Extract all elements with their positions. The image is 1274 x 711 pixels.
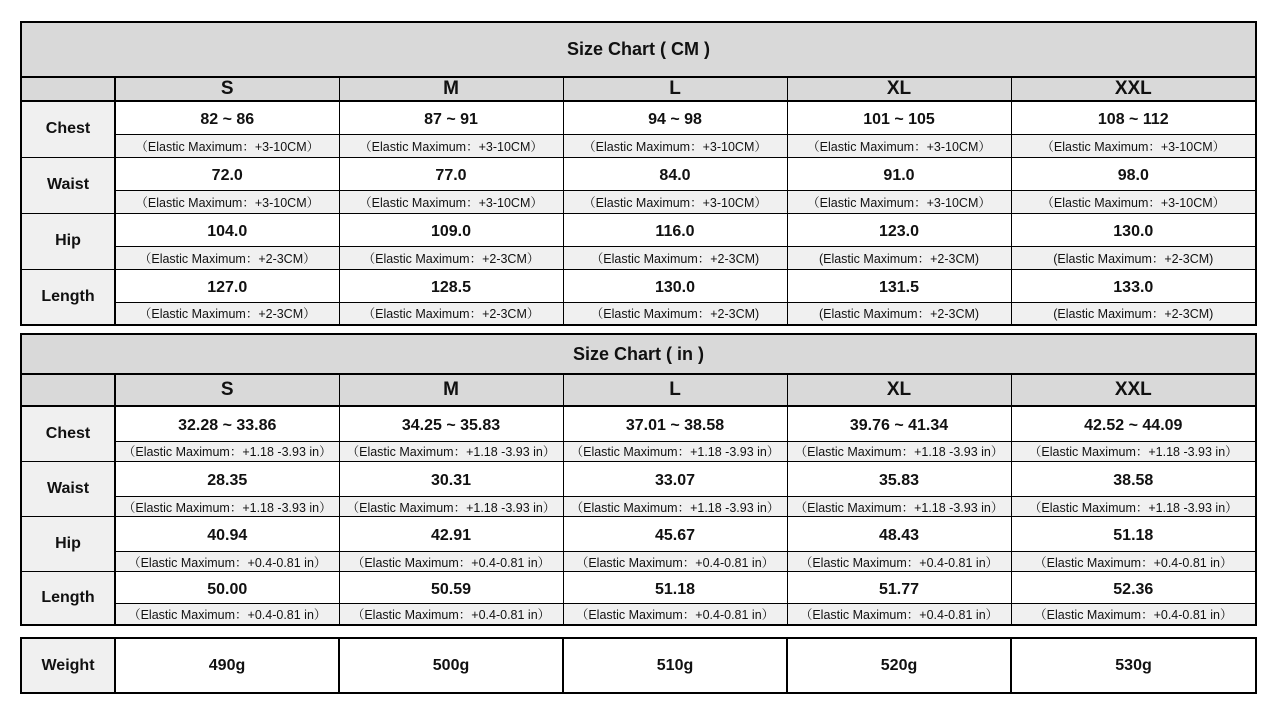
in-table-title: Size Chart ( in ) — [21, 334, 1256, 374]
header-corner — [21, 374, 115, 406]
elastic-note: （Elastic Maximum：+3-10CM） — [563, 134, 787, 157]
value-cell: 30.31 — [339, 461, 563, 496]
row-label-waist: Waist — [21, 461, 115, 516]
elastic-note: （Elastic Maximum：+0.4-0.81 in） — [115, 552, 339, 572]
size-chart-in-table — [20, 333, 1257, 626]
elastic-note: （Elastic Maximum：+3-10CM） — [1011, 134, 1256, 157]
elastic-note: （Elastic Maximum：+0.4-0.81 in） — [563, 604, 787, 625]
value-cell: 38.58 — [1011, 461, 1256, 496]
value-cell: 87 ~ 91 — [339, 101, 563, 134]
table-row — [21, 572, 1256, 604]
table-note-row — [21, 497, 1256, 517]
elastic-note: （Elastic Maximum：+1.18 -3.93 in） — [115, 497, 339, 517]
table-note-row — [21, 190, 1256, 213]
value-cell: 40.94 — [115, 517, 339, 552]
table-note-row — [21, 134, 1256, 157]
elastic-note: （Elastic Maximum：+1.18 -3.93 in） — [339, 441, 563, 461]
elastic-note: （Elastic Maximum：+3-10CM） — [339, 134, 563, 157]
value-cell: 28.35 — [115, 461, 339, 496]
table-note-row — [21, 441, 1256, 461]
value-cell: 32.28 ~ 33.86 — [115, 406, 339, 441]
elastic-note: （Elastic Maximum：+3-10CM） — [115, 134, 339, 157]
value-cell: 39.76 ~ 41.34 — [787, 406, 1011, 441]
table-note-row — [21, 302, 1256, 325]
elastic-note: （Elastic Maximum：+1.18 -3.93 in） — [787, 497, 1011, 517]
value-cell: 133.0 — [1011, 269, 1256, 302]
value-cell: 82 ~ 86 — [115, 101, 339, 134]
value-cell: 51.77 — [787, 572, 1011, 604]
table-row — [21, 406, 1256, 441]
value-cell: 50.00 — [115, 572, 339, 604]
elastic-note: （Elastic Maximum：+3-10CM） — [339, 190, 563, 213]
table-note-row — [21, 246, 1256, 269]
elastic-note: （Elastic Maximum：+2-3CM） — [339, 302, 563, 325]
table-row — [21, 157, 1256, 190]
table-note-row — [21, 604, 1256, 625]
value-cell: 128.5 — [339, 269, 563, 302]
header-size-xl: XL — [787, 374, 1011, 406]
elastic-note: （Elastic Maximum：+3-10CM） — [563, 190, 787, 213]
table-row — [21, 269, 1256, 302]
row-label-waist: Waist — [21, 157, 115, 213]
row-label-chest: Chest — [21, 406, 115, 461]
value-cell: 131.5 — [787, 269, 1011, 302]
header-size-xl: XL — [787, 77, 1011, 101]
header-size-xxl: XXL — [1011, 374, 1256, 406]
elastic-note: （Elastic Maximum：+0.4-0.81 in） — [563, 552, 787, 572]
elastic-note: （Elastic Maximum：+1.18 -3.93 in） — [563, 497, 787, 517]
weight-cell-s: 490g — [115, 638, 339, 693]
elastic-note: （Elastic Maximum：+2-3CM) — [563, 246, 787, 269]
elastic-note: （Elastic Maximum：+3-10CM） — [115, 190, 339, 213]
weight-row — [21, 638, 1256, 693]
elastic-note: （Elastic Maximum：+2-3CM） — [339, 246, 563, 269]
elastic-note: (Elastic Maximum：+2-3CM) — [787, 246, 1011, 269]
header-size-m: M — [339, 374, 563, 406]
value-cell: 51.18 — [1011, 517, 1256, 552]
header-size-s: S — [115, 77, 339, 101]
value-cell: 84.0 — [563, 157, 787, 190]
table-row — [21, 213, 1256, 246]
value-cell: 130.0 — [1011, 213, 1256, 246]
value-cell: 37.01 ~ 38.58 — [563, 406, 787, 441]
value-cell: 127.0 — [115, 269, 339, 302]
elastic-note: （Elastic Maximum：+1.18 -3.93 in） — [1011, 441, 1256, 461]
value-cell: 51.18 — [563, 572, 787, 604]
row-label-weight: Weight — [21, 638, 115, 693]
header-size-l: L — [563, 374, 787, 406]
value-cell: 50.59 — [339, 572, 563, 604]
value-cell: 116.0 — [563, 213, 787, 246]
value-cell: 104.0 — [115, 213, 339, 246]
elastic-note: （Elastic Maximum：+0.4-0.81 in） — [339, 552, 563, 572]
row-label-hip: Hip — [21, 213, 115, 269]
value-cell: 123.0 — [787, 213, 1011, 246]
elastic-note: （Elastic Maximum：+0.4-0.81 in） — [787, 604, 1011, 625]
row-label-length: Length — [21, 572, 115, 625]
header-size-m: M — [339, 77, 563, 101]
value-cell: 35.83 — [787, 461, 1011, 496]
elastic-note: (Elastic Maximum：+2-3CM) — [1011, 246, 1256, 269]
cm-table-title: Size Chart ( CM ) — [21, 22, 1256, 77]
table-row — [21, 101, 1256, 134]
elastic-note: (Elastic Maximum：+2-3CM) — [1011, 302, 1256, 325]
header-corner — [21, 77, 115, 101]
elastic-note: （Elastic Maximum：+1.18 -3.93 in） — [115, 441, 339, 461]
row-label-chest: Chest — [21, 101, 115, 157]
weight-cell-xxl: 530g — [1011, 638, 1256, 693]
elastic-note: （Elastic Maximum：+0.4-0.81 in） — [1011, 604, 1256, 625]
row-label-length: Length — [21, 269, 115, 325]
row-label-hip: Hip — [21, 517, 115, 572]
value-cell: 45.67 — [563, 517, 787, 552]
weight-cell-l: 510g — [563, 638, 787, 693]
elastic-note: (Elastic Maximum：+2-3CM) — [787, 302, 1011, 325]
table-row — [21, 461, 1256, 496]
elastic-note: （Elastic Maximum：+2-3CM） — [115, 246, 339, 269]
elastic-note: （Elastic Maximum：+2-3CM） — [115, 302, 339, 325]
value-cell: 98.0 — [1011, 157, 1256, 190]
header-size-s: S — [115, 374, 339, 406]
value-cell: 48.43 — [787, 517, 1011, 552]
value-cell: 42.52 ~ 44.09 — [1011, 406, 1256, 441]
elastic-note: （Elastic Maximum：+2-3CM) — [563, 302, 787, 325]
value-cell: 33.07 — [563, 461, 787, 496]
elastic-note: （Elastic Maximum：+1.18 -3.93 in） — [339, 497, 563, 517]
elastic-note: （Elastic Maximum：+0.4-0.81 in） — [115, 604, 339, 625]
elastic-note: （Elastic Maximum：+1.18 -3.93 in） — [563, 441, 787, 461]
value-cell: 91.0 — [787, 157, 1011, 190]
value-cell: 101 ~ 105 — [787, 101, 1011, 134]
weight-cell-m: 500g — [339, 638, 563, 693]
header-size-l: L — [563, 77, 787, 101]
elastic-note: （Elastic Maximum：+0.4-0.81 in） — [339, 604, 563, 625]
elastic-note: （Elastic Maximum：+3-10CM） — [787, 190, 1011, 213]
elastic-note: （Elastic Maximum：+3-10CM） — [1011, 190, 1256, 213]
value-cell: 42.91 — [339, 517, 563, 552]
value-cell: 94 ~ 98 — [563, 101, 787, 134]
value-cell: 52.36 — [1011, 572, 1256, 604]
value-cell: 72.0 — [115, 157, 339, 190]
size-chart-cm-table — [20, 21, 1257, 326]
elastic-note: （Elastic Maximum：+1.18 -3.93 in） — [787, 441, 1011, 461]
weight-cell-xl: 520g — [787, 638, 1011, 693]
elastic-note: （Elastic Maximum：+3-10CM） — [787, 134, 1011, 157]
value-cell: 109.0 — [339, 213, 563, 246]
elastic-note: （Elastic Maximum：+0.4-0.81 in） — [787, 552, 1011, 572]
header-size-xxl: XXL — [1011, 77, 1256, 101]
value-cell: 77.0 — [339, 157, 563, 190]
value-cell: 108 ~ 112 — [1011, 101, 1256, 134]
elastic-note: （Elastic Maximum：+0.4-0.81 in） — [1011, 552, 1256, 572]
elastic-note: （Elastic Maximum：+1.18 -3.93 in） — [1011, 497, 1256, 517]
table-row — [21, 517, 1256, 552]
value-cell: 34.25 ~ 35.83 — [339, 406, 563, 441]
value-cell: 130.0 — [563, 269, 787, 302]
table-note-row — [21, 552, 1256, 572]
weight-table — [20, 637, 1257, 694]
